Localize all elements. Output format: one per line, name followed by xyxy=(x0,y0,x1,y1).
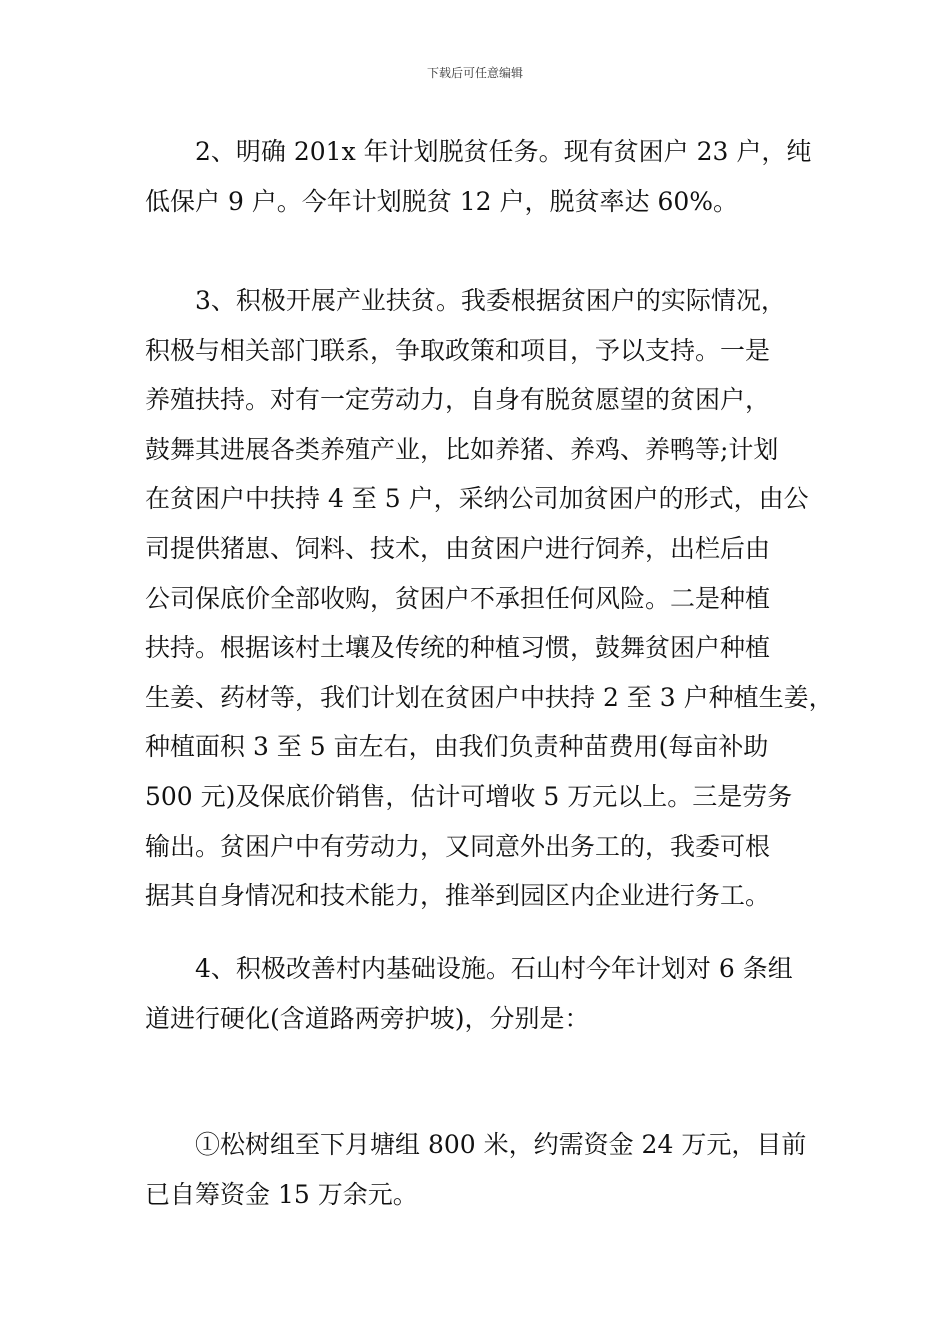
paragraph-poverty-target xyxy=(145,127,835,226)
paragraph-line: 积极与相关部门联系，争取政策和项目，予以支持。一是 xyxy=(145,335,771,365)
paragraph-line: 道进行硬化(含道路两旁护坡)，分别是： xyxy=(145,1003,590,1033)
paragraph-line: 鼓舞其进展各类养殖产业，比如养猪、养鸡、养鸭等;计划 xyxy=(145,434,779,464)
paragraph-line: 2、明确 201x 年计划脱贫任务。现有贫困户 23 户，纯 xyxy=(195,137,812,166)
page-header: 下载后可任意编辑 xyxy=(426,66,523,80)
paragraph-line: 扶持。根据该村土壤及传统的种植习惯，鼓舞贫困户种植 xyxy=(145,633,771,663)
paragraph-road-item-1 xyxy=(145,1120,835,1219)
paragraph-line: 种植面积 3 至 5 亩左右，由我们负责种苗费用(每亩补助 xyxy=(145,732,769,762)
paragraph-industry-support xyxy=(145,276,835,921)
paragraph-line: 司提供猪崽、饲料、技术，由贫困户进行饲养，出栏后由 xyxy=(145,533,771,563)
paragraph-infrastructure xyxy=(145,944,835,1043)
paragraph-line: 低保户 9 户。今年计划脱贫 12 户，脱贫率达 60%。 xyxy=(145,186,739,216)
paragraph-line: 据其自身情况和技术能力，推举到园区内企业进行务工。 xyxy=(145,881,771,911)
paragraph-line: 已自筹资金 15 万余元。 xyxy=(145,1179,418,1209)
paragraph-line: 养殖扶持。对有一定劳动力，自身有脱贫愿望的贫困户， xyxy=(145,385,771,415)
paragraph-line: 公司保底价全部收购，贫困户不承担任何风险。二是种植 xyxy=(145,583,771,613)
paragraph-line: 生姜、药材等，我们计划在贫困户中扶持 2 至 3 户种植生姜， xyxy=(145,682,834,712)
paragraph-line: 500 元)及保底价销售，估计可增收 5 万元以上。三是劳务 xyxy=(145,781,793,811)
paragraph-line: 输出。贫困户中有劳动力，又同意外出务工的，我委可根 xyxy=(145,831,771,861)
paragraph-line: 3、积极开展产业扶贫。我委根据贫困户的实际情况， xyxy=(195,286,786,315)
paragraph-line: ①松树组至下月塘组 800 米，约需资金 24 万元，目前 xyxy=(195,1130,807,1159)
paragraph-line: 4、积极改善村内基础设施。石山村今年计划对 6 条组 xyxy=(195,954,793,983)
paragraph-line: 在贫困户中扶持 4 至 5 户，采纳公司加贫困户的形式，由公 xyxy=(145,484,809,514)
